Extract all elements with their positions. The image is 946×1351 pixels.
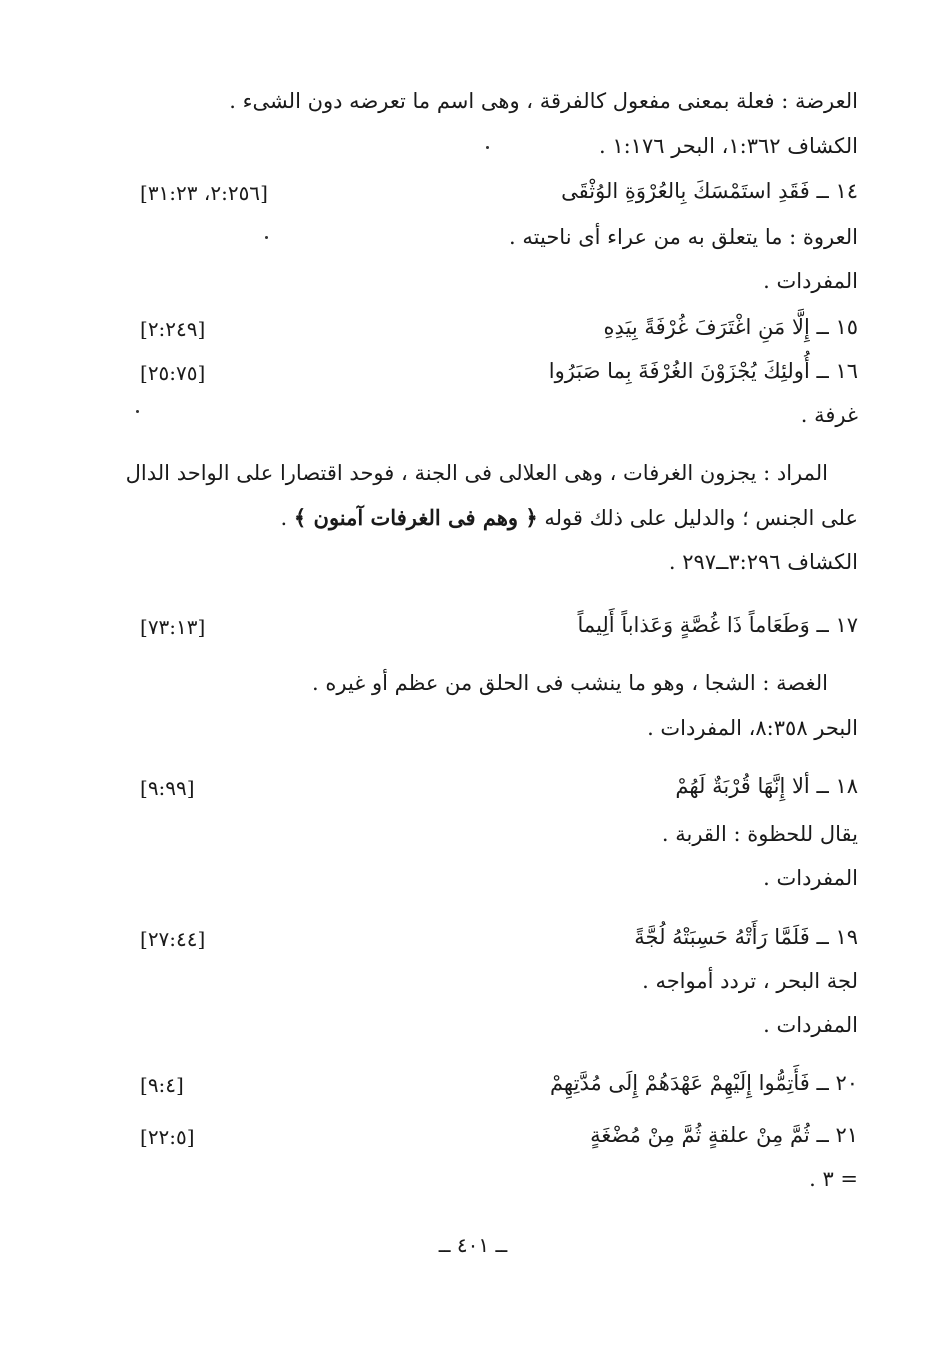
page-number: ــ ٤٠١ ــ xyxy=(438,1233,508,1257)
verse-line: ٢٠ ــ فَأَتِمُّوا إِلَيْهِمْ عَهْدَهُمْ إِلَى مُدَّتِهِمْ xyxy=(549,1071,858,1095)
text-line: يقال للحظوة : القربة . xyxy=(661,822,858,846)
text-line: لجة البحر ، تردد أمواجه . xyxy=(642,969,858,993)
verse-reference: [٢٢:٥] xyxy=(140,1125,195,1149)
scan-speck xyxy=(265,236,268,239)
verse-line: ١٦ ــ أُولئِكَ يُجْزَوْنَ الغُرْفَةَ بِما صَبَرُوا xyxy=(548,359,858,383)
text-line: الغصة : الشجا ، وهو ما ينشب فى الحلق من عظم أو غيره . xyxy=(312,671,828,695)
reference-line: المفردات . xyxy=(763,1013,858,1037)
scan-speck xyxy=(136,410,139,413)
footnote-marker: = ٣ . xyxy=(809,1167,858,1191)
text-line xyxy=(281,503,858,533)
text-segment: . xyxy=(280,506,288,530)
verse-line: ١٩ ــ فَلَمَّا رَأَتْهُ حَسِبَتْهُ لُجَّةً xyxy=(634,925,858,949)
verse-reference: [٩:٩٩] xyxy=(140,776,195,800)
verse-reference: [٧٣:١٣] xyxy=(140,615,206,639)
reference-line: المفردات . xyxy=(763,269,858,293)
reference-line: الكشاف ١:٣٦٢، البحر ١:١٧٦ . xyxy=(598,134,858,158)
verse-line: ١٨ ــ ألا إِنَّهَا قُرْبَةٌ لَهُمْ xyxy=(675,774,858,798)
verse-reference: [٩:٤] xyxy=(140,1073,184,1097)
reference-line: المفردات . xyxy=(763,866,858,890)
quran-quote: ﴿ وهم فى الغرفات آمنون ﴾ xyxy=(293,505,538,530)
verse-line: ١٤ ــ فَقَدِ استَمْسَكَ بِالعُرْوَةِ الوُثْقَى xyxy=(561,179,858,203)
text-line: العروة : ما يتعلق به من عراء أى ناحيته . xyxy=(509,225,858,249)
verse-reference: [٢:٢٥٦، ٣١:٢٣] xyxy=(140,181,268,205)
verse-reference: [٢٧:٤٤] xyxy=(140,927,206,951)
text-line: العرضة : فعلة بمعنى مفعول كالفرقة ، وهى اسم ما تعرضه دون الشىء . xyxy=(229,89,858,113)
verse-line: ١٧ ــ وَطَعَاماً ذَا غُصَّةٍ وَعَذاباً أَلِيماً xyxy=(577,613,858,637)
text-line: المراد : يجزون الغرفات ، وهى العلالى فى الجنة ، فوحد اقتصارا على الواحد الدال xyxy=(125,461,828,485)
verse-reference: [٢٥:٧٥] xyxy=(140,361,206,385)
verse-line: ١٥ ــ إِلَّا مَنِ اغْتَرَفَ غُرْفَةً بِيَدِهِ xyxy=(603,315,858,339)
scan-speck xyxy=(486,146,489,149)
reference-line: الكشاف ٣:٢٩٦ــ٢٩٧ . xyxy=(668,550,858,574)
text-segment: على الجنس ؛ والدليل على ذلك قوله xyxy=(544,506,858,530)
reference-line: البحر ٨:٣٥٨، المفردات . xyxy=(647,716,858,740)
verse-reference: [٢:٢٤٩] xyxy=(140,317,206,341)
verse-line: ٢١ ــ ثُمَّ مِنْ علقةٍ ثُمَّ مِنْ مُضْغَةٍ xyxy=(590,1123,858,1147)
text-line: غرفة . xyxy=(800,403,858,427)
